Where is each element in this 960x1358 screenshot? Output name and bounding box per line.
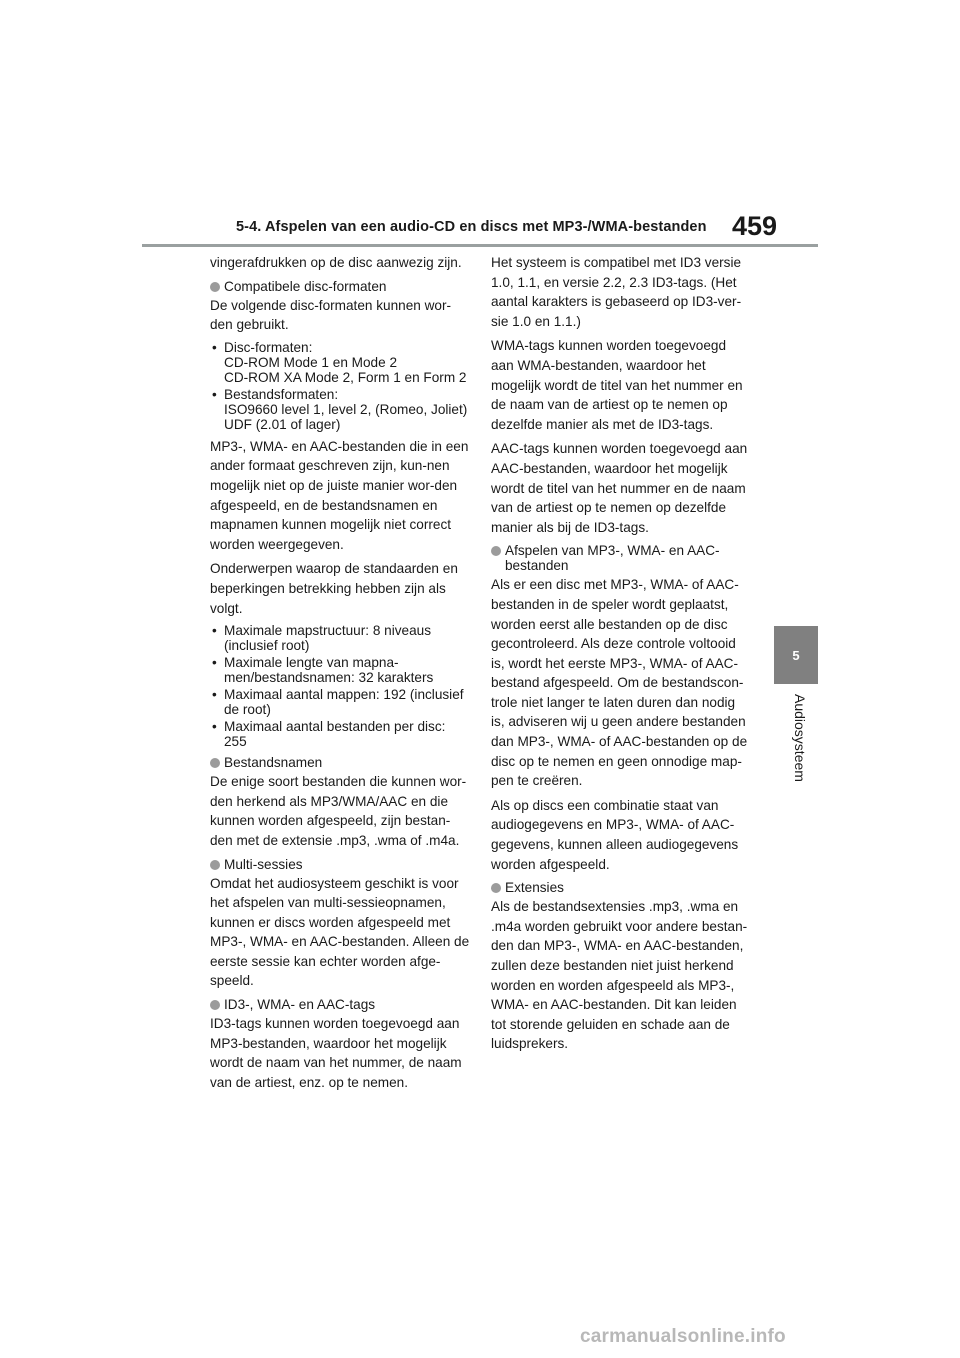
list-item bbox=[210, 387, 470, 432]
bullet-circle-icon bbox=[491, 546, 501, 556]
heading-text: Afspelen van MP3-, WMA- en AAC-bestanden bbox=[505, 543, 720, 574]
bullet-list bbox=[210, 623, 470, 749]
bullet-list bbox=[210, 340, 470, 432]
list-item-line: • Disc-formaten: bbox=[224, 339, 313, 355]
heading-text: Multi-sessies bbox=[224, 856, 303, 872]
section-heading bbox=[210, 755, 470, 770]
paragraph: Als de bestandsextensies .mp3, .wma en .m4a worden gebruikt voor andere bestan-den dan MP3-, WMA- en AAC-bestanden, zullen deze bestanden niet juist herkend worden en worden afgespeeld als MP3-, WMA- en AAC-bestanden. Dit kan leiden tot storende geluiden en schade aan de luidsprekers. bbox=[491, 899, 748, 1052]
list-item-line: CD-ROM Mode 1 en Mode 2 bbox=[224, 354, 398, 370]
paragraph: MP3-, WMA- en AAC-bestanden die in een ander formaat geschreven zijn, kun-nen mogelijk niet op de juiste manier wor-den afgespeeld, en de bestandsnamen en mapnamen kunnen mogelijk niet correct worden weergegeven. bbox=[210, 438, 469, 552]
paragraph: ID3-tags kunnen worden toegevoegd aan MP3-bestanden, waardoor het mogelijk wordt de naam van het nummer, de naam van de artiest, enz. op te nemen. bbox=[210, 1016, 462, 1090]
list-item bbox=[210, 340, 470, 385]
section-heading bbox=[210, 857, 470, 872]
paragraph: Het systeem is compatibel met ID3 versie 1.0, 1.1, en versie 2.2, 2.3 ID3-tags. (Het aantal karakters is gebaseerd op ID3-ver-sie 1.0 en 1.1.) bbox=[491, 255, 742, 329]
paragraph: Als er een disc met MP3-, WMA- of AAC-bestanden in de speler wordt geplaatst, worden eerst alle bestanden op de disc gecontroleerd. Als deze controle voltooid is, wordt het eerste MP3-, WMA- of AAC-bestand afgespeeld. Om de bestandscon-trole niet langer te laten duren dan nodig is, adviseren wij u geen andere bestanden dan MP3-, WMA- of AAC-bestanden op de disc op te nemen en geen onnodige map-pen te creëren. bbox=[491, 577, 748, 789]
right-column bbox=[491, 253, 751, 1059]
bullet-circle-icon bbox=[210, 1000, 220, 1010]
heading-text: ID3-, WMA- en AAC-tags bbox=[224, 997, 376, 1013]
heading-text: Extensies bbox=[505, 880, 564, 896]
paragraph: Onderwerpen waarop de standaarden en beperkingen betrekking hebben zijn als volgt. bbox=[210, 561, 458, 616]
list-item-line: ISO9660 level 1, level 2, (Romeo, Joliet) bbox=[224, 401, 468, 417]
list-item: • Maximale mapstructuur: 8 niveaus (inclusief root) bbox=[210, 623, 470, 653]
list-item-line: CD-ROM XA Mode 2, Form 1 en Form 2 bbox=[224, 369, 467, 385]
paragraph: Als op discs een combinatie staat van audiogegevens en MP3-, WMA- of AAC-gegevens, kunnen alleen audiogegevens worden afgespeeld. bbox=[491, 797, 739, 872]
paragraph: vingerafdrukken op de disc aanwezig zijn. bbox=[210, 255, 462, 270]
chapter-tab[interactable] bbox=[774, 626, 818, 684]
section-heading bbox=[210, 997, 470, 1012]
heading-text: Compatibele disc-formaten bbox=[224, 278, 387, 294]
header-divider bbox=[142, 244, 818, 247]
paragraph: AAC-tags kunnen worden toegevoegd aan AAC-bestanden, waardoor het mogelijk wordt de titel van het nummer en de naam van de artiest op te nemen op dezelfde manier als bij de ID3-tags. bbox=[491, 441, 748, 535]
page-number: 459 bbox=[732, 211, 778, 241]
paragraph: De volgende disc-formaten kunnen wor-den gebruikt. bbox=[210, 297, 452, 333]
chapter-label: Audiosysteem bbox=[792, 694, 808, 782]
paragraph: WMA-tags kunnen worden toegevoegd aan WMA-bestanden, waardoor het mogelijk wordt de titel van het nummer en de naam van de artiest op te nemen op dezelfde manier als met de ID3-tags. bbox=[491, 338, 743, 432]
list-item-line: • Bestandsformaten: bbox=[224, 386, 339, 402]
section-heading bbox=[210, 279, 470, 294]
section-heading bbox=[491, 543, 751, 573]
left-column bbox=[210, 253, 470, 1097]
chapter-number: 5 bbox=[792, 647, 800, 663]
bullet-circle-icon bbox=[210, 282, 220, 292]
paragraph: De enige soort bestanden die kunnen wor-den herkend als MP3/WMA/AAC en die kunnen worden afgespeeld, zijn bestan-den met de extensie .mp3, .wma of .m4a. bbox=[210, 774, 467, 848]
list-item-line: UDF (2.01 of lager) bbox=[224, 416, 341, 432]
list-item: • Maximaal aantal mappen: 192 (inclusief de root) bbox=[210, 687, 470, 717]
section-title: 5-4. Afspelen van een audio-CD en discs met MP3-/WMA-bestanden bbox=[236, 219, 707, 235]
list-item: • Maximaal aantal bestanden per disc: 255 bbox=[210, 719, 470, 749]
watermark: carmanualsonline.info bbox=[580, 1326, 786, 1347]
section-heading bbox=[491, 880, 751, 895]
bullet-circle-icon bbox=[210, 860, 220, 870]
bullet-circle-icon bbox=[491, 883, 501, 893]
paragraph: Omdat het audiosysteem geschikt is voor het afspelen van multi-sessieopnamen, kunnen er discs worden afgespeeld met MP3-, WMA- en AAC-bestanden. Alleen de eerste sessie kan echter worden afge-speeld. bbox=[210, 875, 470, 989]
heading-text: Bestandsnamen bbox=[224, 755, 323, 771]
list-item: • Maximale lengte van mapna-men/bestandsnamen: 32 karakters bbox=[210, 655, 470, 685]
bullet-circle-icon bbox=[210, 758, 220, 768]
